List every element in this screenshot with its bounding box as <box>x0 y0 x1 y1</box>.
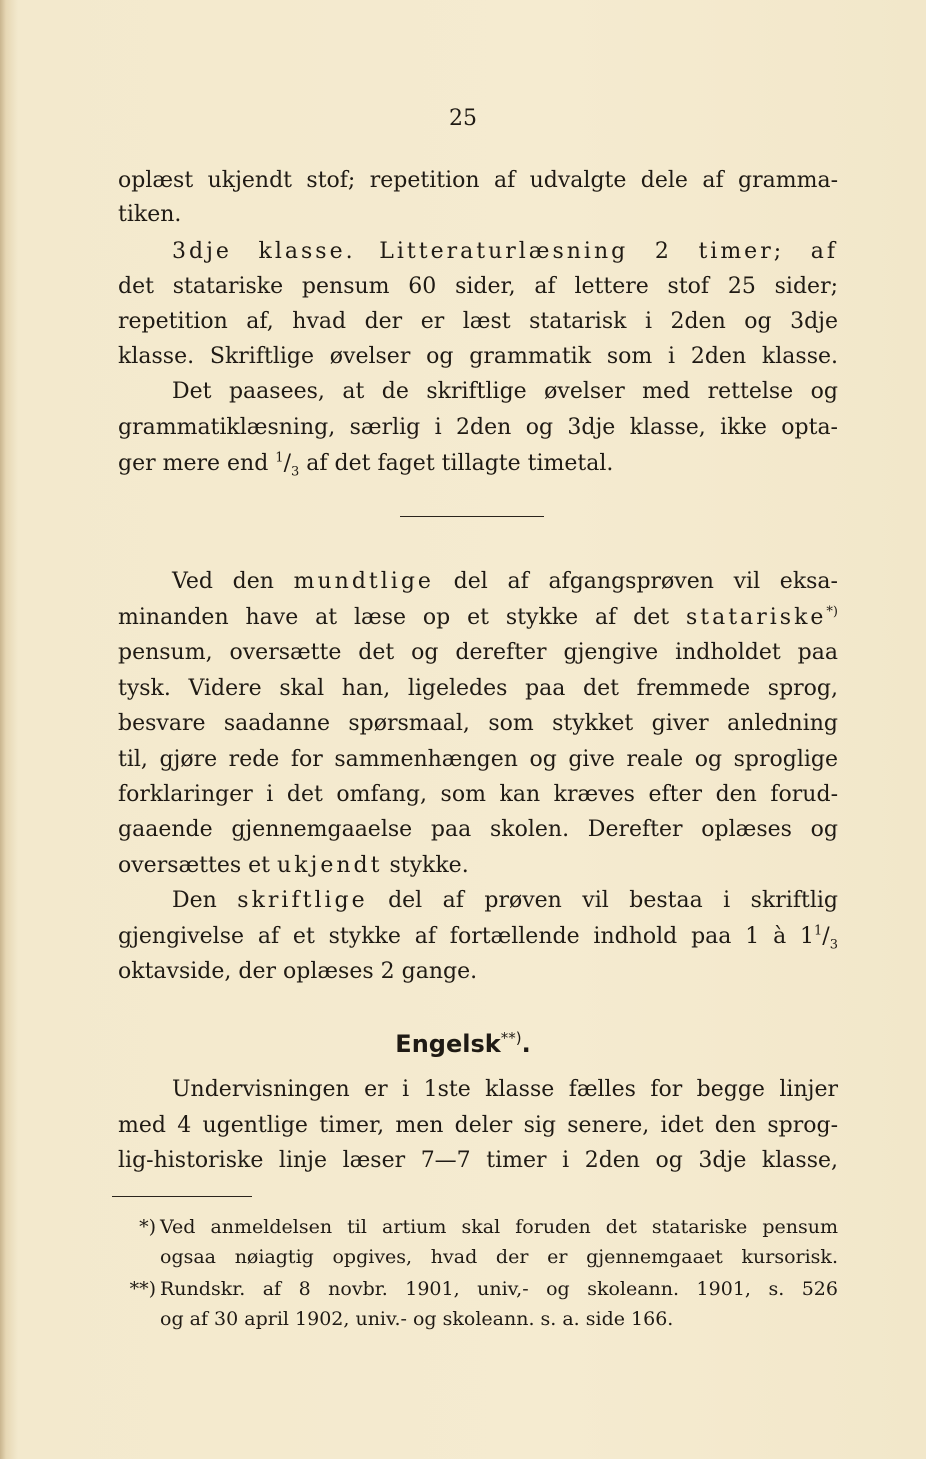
section-label: 3dje klasse. <box>172 239 356 264</box>
text-line: til, gjøre rede for sammenhængen og give reale og sproglige <box>118 747 838 772</box>
text-line: det statariske pensum 60 sider, af lettere stof 25 sider; <box>118 274 838 299</box>
footnote-line: Ved anmeldelsen til artium skal foruden det statariske pensum <box>160 1216 838 1238</box>
footnote-ref: *) <box>826 604 838 620</box>
footnote-line: Rundskr. af 8 novbr. 1901, univ,- og skoleann. 1901, s. 526 <box>160 1278 838 1300</box>
section-divider <box>400 516 544 517</box>
footnote-divider <box>112 1196 252 1197</box>
text-line: 3dje klasse. Litteraturlæsning 2 timer; af <box>172 239 839 264</box>
footnote-ref: **) <box>500 1029 522 1047</box>
text-line: forklaringer i det omfang, som kan kræves efter den forud- <box>118 782 838 807</box>
text-line: klasse. Skriftlige øvelser og grammatik som i 2den klasse. <box>118 344 838 369</box>
text-line: repetition af, hvad der er læst statarisk i 2den og 3dje <box>118 309 838 334</box>
text-line: gjengivelse af et stykke af fortællende indhold paa 1 à $1^1/_3$ <box>118 923 838 953</box>
page-number: 25 <box>449 106 477 131</box>
text-line: minanden have at læse op et stykke af det statariske*) <box>118 604 838 630</box>
text-line: tysk. Videre skal han, ligeledes paa det fremmede sprog, <box>118 676 838 701</box>
text-line: pensum, oversætte det og derefter gjengive indholdet paa <box>118 640 838 665</box>
text-line: lig-historiske linje læser 7—7 timer i 2den og 3dje klasse, <box>118 1148 838 1173</box>
text-line: Undervisningen er i 1ste klasse fælles for begge linjer <box>172 1077 838 1102</box>
text-line: tiken. <box>118 202 182 227</box>
text-line: besvare saadanne spørsmaal, som stykket giver anledning <box>118 711 838 736</box>
footnote-marker: *) <box>139 1216 156 1238</box>
text-line: Det paasees, at de skriftlige øvelser med rettelse og <box>172 379 838 404</box>
text-line: grammatiklæsning, særlig i 2den og 3dje klasse, ikke opta- <box>118 415 838 440</box>
footnote-line: ogsaa nøiagtig opgives, hvad der er gjennemgaaet kursorisk. <box>160 1246 838 1268</box>
footnote-marker: **) <box>129 1278 156 1300</box>
section-heading: Engelsk**). <box>395 1029 531 1058</box>
footnote-line: og af 30 april 1902, univ.- og skoleann. s. a. side 166. <box>160 1308 674 1330</box>
text-line: gaaende gjennemgaaelse paa skolen. Derefter oplæses og <box>118 817 838 842</box>
text-line: med 4 ugentlige timer, men deler sig senere, idet den sprog- <box>118 1113 838 1138</box>
text-line: Ved den mundtlige del af afgangsprøven vil eksa- <box>172 569 838 594</box>
text-line: oktavside, der oplæses 2 gange. <box>118 959 478 984</box>
text-line: oversættes et ukjendt stykke. <box>118 853 469 878</box>
text-line: oplæst ukjendt stof; repetition af udvalgte dele af gramma- <box>118 168 838 193</box>
text-line: ger mere end $^1/_3$ af det faget tillagte timetal. <box>118 450 614 480</box>
text-line: Den skriftlige del af prøven vil bestaa i skriftlig <box>172 888 838 913</box>
